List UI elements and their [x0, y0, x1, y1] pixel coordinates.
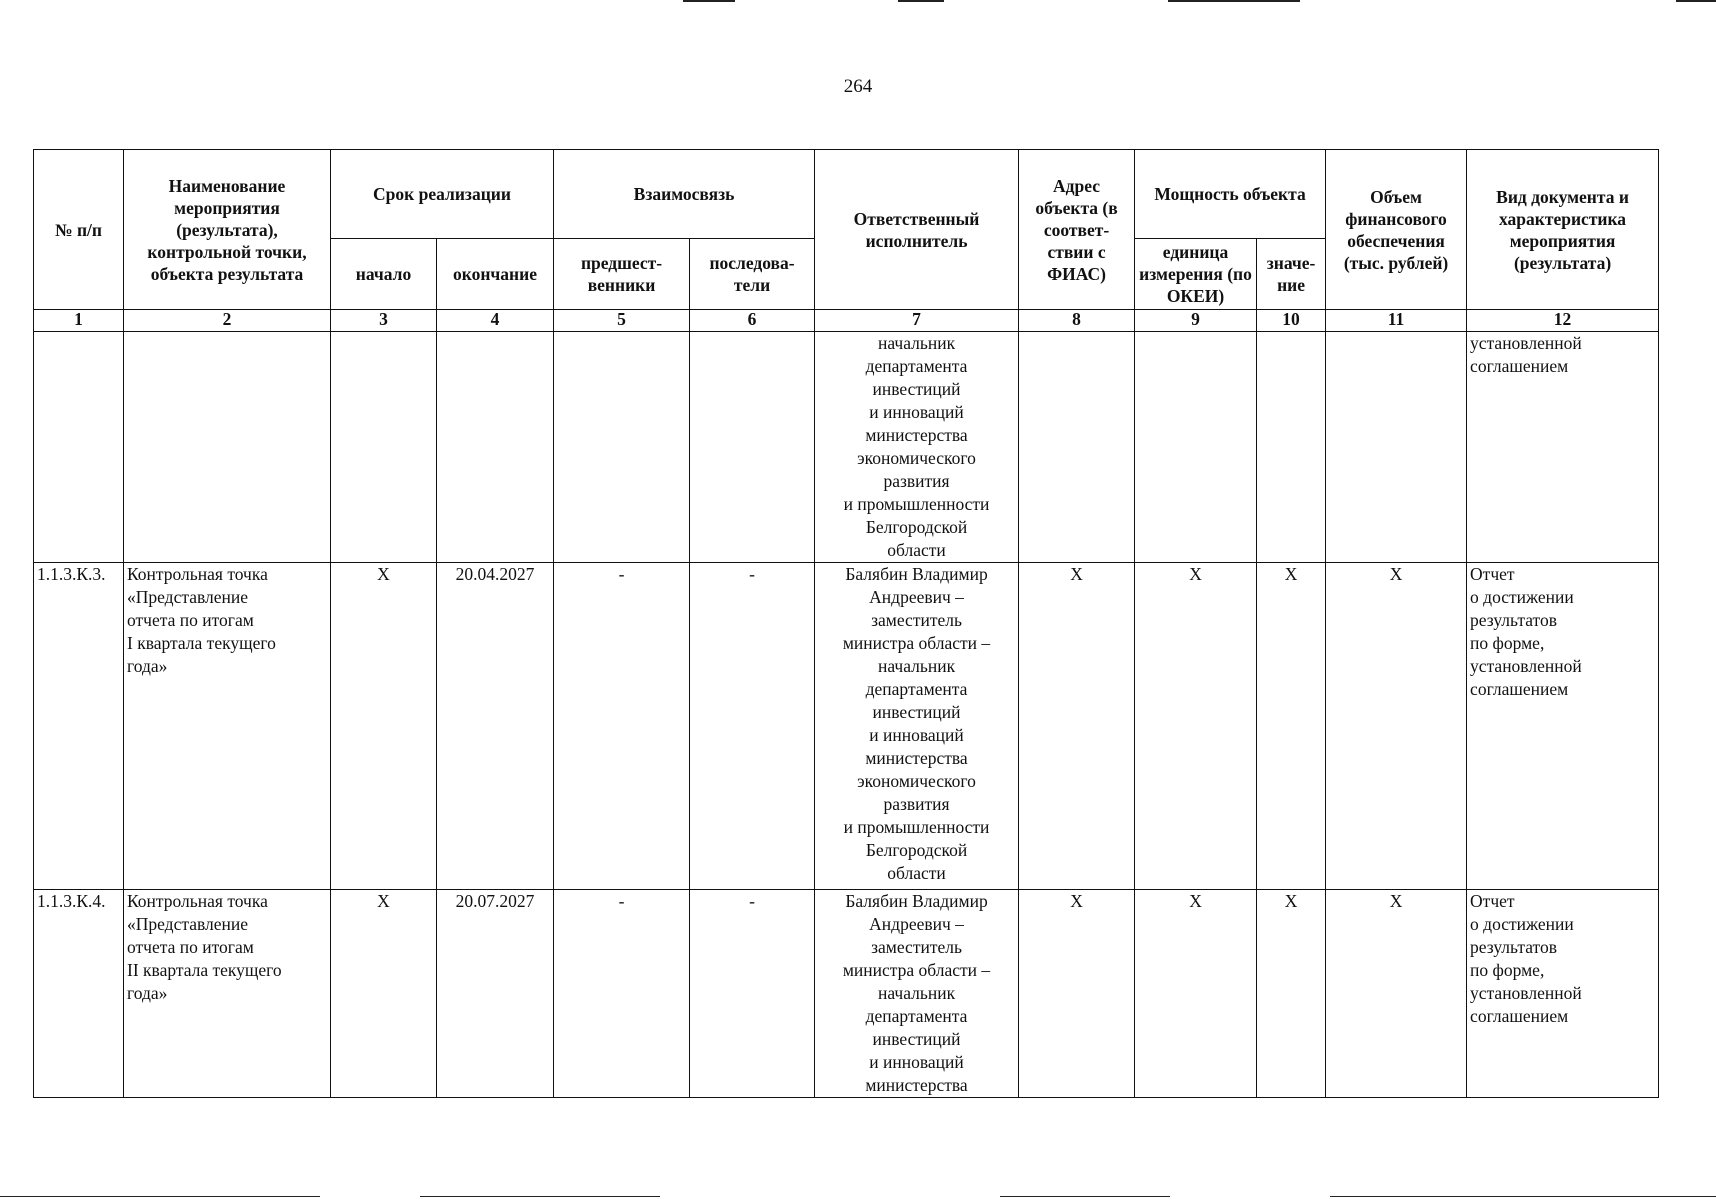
cell-line: министра области –: [842, 960, 991, 980]
row-responsible-cell: [815, 890, 1019, 1098]
column-number: 10: [1257, 310, 1326, 332]
cell-line: соглашением: [1470, 679, 1569, 699]
cell-line: I квартала текущего: [127, 633, 276, 653]
row-responsible-cell: [815, 332, 1019, 563]
cell-line: отчета по итогам: [127, 937, 254, 957]
cell-line: начальник: [877, 983, 956, 1003]
header-period-start: начало: [331, 239, 437, 310]
cell-line: развития: [883, 471, 950, 491]
cell-line: развития: [883, 794, 950, 814]
cell-line: Контрольная точка: [127, 564, 268, 584]
cell-line: соглашением: [1470, 1006, 1569, 1026]
cell-line: Балябин Владимир: [845, 564, 988, 584]
row-unit-cell: [1135, 332, 1257, 563]
cell-line: и инноваций: [869, 1052, 964, 1072]
cell-line: Отчет: [1470, 891, 1515, 911]
scan-artifact-line: [1330, 1196, 1716, 1197]
column-number: 9: [1135, 310, 1257, 332]
table-row: [34, 332, 1659, 563]
cell-line: года»: [127, 656, 168, 676]
header-link: Взаимосвязь: [554, 150, 815, 239]
column-number: 6: [690, 310, 815, 332]
header-row-top: [34, 150, 1659, 239]
cell-line: о достижении: [1470, 914, 1574, 934]
row-value-cell: X: [1257, 563, 1326, 890]
row-value-cell: X: [1257, 890, 1326, 1098]
column-number: 5: [554, 310, 690, 332]
row-funding-cell: X: [1326, 890, 1467, 1098]
row-funding-cell: [1326, 332, 1467, 563]
cell-line: заместитель: [871, 937, 962, 957]
cell-line: года»: [127, 983, 168, 1003]
row-address-cell: X: [1019, 890, 1135, 1098]
row-end-cell: 20.04.2027: [437, 563, 554, 890]
cell-line: Отчет: [1470, 564, 1515, 584]
cell-line: и промышленности: [843, 494, 990, 514]
cell-line: экономического: [857, 448, 976, 468]
header-link-next: последова-тели: [690, 239, 815, 310]
column-number: 4: [437, 310, 554, 332]
header-num: № п/п: [34, 150, 124, 310]
row-num-cell: 1.1.3.К.3.: [34, 563, 124, 890]
header-period-end: окончание: [437, 239, 554, 310]
cell-line: отчета по итогам: [127, 610, 254, 630]
row-prev-cell: -: [554, 563, 690, 890]
row-prev-cell: -: [554, 890, 690, 1098]
cell-line: и инноваций: [869, 402, 964, 422]
header-period: Срок реализации: [331, 150, 554, 239]
plan-table: [33, 149, 1659, 1098]
row-num-cell: 1.1.3.К.4.: [34, 890, 124, 1098]
header-funding: Объем финансового обеспечения (тыс. рублей): [1326, 150, 1467, 310]
column-number: 2: [124, 310, 331, 332]
cell-line: министра области –: [842, 633, 991, 653]
row-start-cell: [331, 332, 437, 563]
row-next-cell: [690, 332, 815, 563]
cell-line: «Представление: [127, 587, 249, 607]
row-end-cell: 20.07.2027: [437, 890, 554, 1098]
cell-line: установленной: [1470, 333, 1582, 353]
header-doc-type: Вид документа и характеристика мероприятия (результата): [1467, 150, 1659, 310]
column-number: 12: [1467, 310, 1659, 332]
cell-line: Белгородской: [865, 840, 968, 860]
page-number: 264: [843, 76, 873, 97]
cell-line: министерства: [865, 748, 968, 768]
cell-line: департамента: [865, 679, 968, 699]
column-number: 11: [1326, 310, 1467, 332]
header-capacity: Мощность объекта: [1135, 150, 1326, 239]
column-number: 7: [815, 310, 1019, 332]
row-end-cell: [437, 332, 554, 563]
row-doc-cell: [1467, 890, 1659, 1098]
column-number-row: [34, 310, 1659, 332]
cell-line: II квартала текущего: [127, 960, 282, 980]
cell-line: Балябин Владимир: [845, 891, 988, 911]
cell-line: департамента: [865, 356, 968, 376]
row-start-cell: X: [331, 563, 437, 890]
row-doc-cell: [1467, 563, 1659, 890]
cell-line: инвестиций: [872, 379, 961, 399]
row-doc-cell: [1467, 332, 1659, 563]
cell-line: министерства: [865, 425, 968, 445]
column-number: 3: [331, 310, 437, 332]
row-name-cell: [124, 332, 331, 563]
cell-line: инвестиций: [872, 1029, 961, 1049]
cell-line: установленной: [1470, 656, 1582, 676]
header-address: Адрес объекта (в соответ-ствии с ФИАС): [1019, 150, 1135, 310]
header-capacity-unit: единица измерения (по ОКЕИ): [1135, 239, 1257, 310]
cell-line: Андреевич –: [869, 914, 964, 934]
scan-artifact-line: [898, 0, 944, 2]
scan-artifact-line: [683, 0, 735, 2]
row-funding-cell: X: [1326, 563, 1467, 890]
header-name: Наименование мероприятия (результата), контрольной точки, объекта результата: [124, 150, 331, 310]
cell-line: «Представление: [127, 914, 249, 934]
cell-line: о достижении: [1470, 587, 1574, 607]
cell-line: начальник: [877, 333, 956, 353]
column-number: 1: [34, 310, 124, 332]
cell-line: экономического: [857, 771, 976, 791]
scan-artifact-line: [1168, 0, 1300, 2]
cell-line: инвестиций: [872, 702, 961, 722]
row-start-cell: X: [331, 890, 437, 1098]
scan-artifact-line: [420, 1196, 660, 1197]
row-address-cell: X: [1019, 563, 1135, 890]
row-responsible-cell: [815, 563, 1019, 890]
row-address-cell: [1019, 332, 1135, 563]
cell-line: начальник: [877, 656, 956, 676]
row-value-cell: [1257, 332, 1326, 563]
row-prev-cell: [554, 332, 690, 563]
cell-line: Контрольная точка: [127, 891, 268, 911]
cell-line: области: [887, 540, 946, 560]
cell-line: Андреевич –: [869, 587, 964, 607]
cell-line: заместитель: [871, 610, 962, 630]
cell-line: Белгородской: [865, 517, 968, 537]
cell-line: департамента: [865, 1006, 968, 1026]
cell-line: установленной: [1470, 983, 1582, 1003]
column-number: 8: [1019, 310, 1135, 332]
header-capacity-value: значе-ние: [1257, 239, 1326, 310]
scan-artifact-line: [1676, 0, 1716, 2]
cell-line: министерства: [865, 1075, 968, 1095]
row-next-cell: -: [690, 890, 815, 1098]
cell-line: по форме,: [1470, 633, 1545, 653]
header-link-prev: предшест-венники: [554, 239, 690, 310]
scan-artifact-line: [1000, 1196, 1170, 1197]
row-name-cell: [124, 890, 331, 1098]
row-name-cell: [124, 563, 331, 890]
row-next-cell: -: [690, 563, 815, 890]
cell-line: результатов: [1470, 610, 1557, 630]
row-unit-cell: X: [1135, 563, 1257, 890]
cell-line: и промышленности: [843, 817, 990, 837]
scan-artifact-line: [0, 1196, 320, 1197]
row-unit-cell: X: [1135, 890, 1257, 1098]
cell-line: результатов: [1470, 937, 1557, 957]
cell-line: области: [887, 863, 946, 883]
cell-line: соглашением: [1470, 356, 1569, 376]
table-row: [34, 563, 1659, 890]
table-row: [34, 890, 1659, 1098]
header-responsible: Ответственный исполнитель: [815, 150, 1019, 310]
cell-line: по форме,: [1470, 960, 1545, 980]
cell-line: и инноваций: [869, 725, 964, 745]
row-num-cell: [34, 332, 124, 563]
